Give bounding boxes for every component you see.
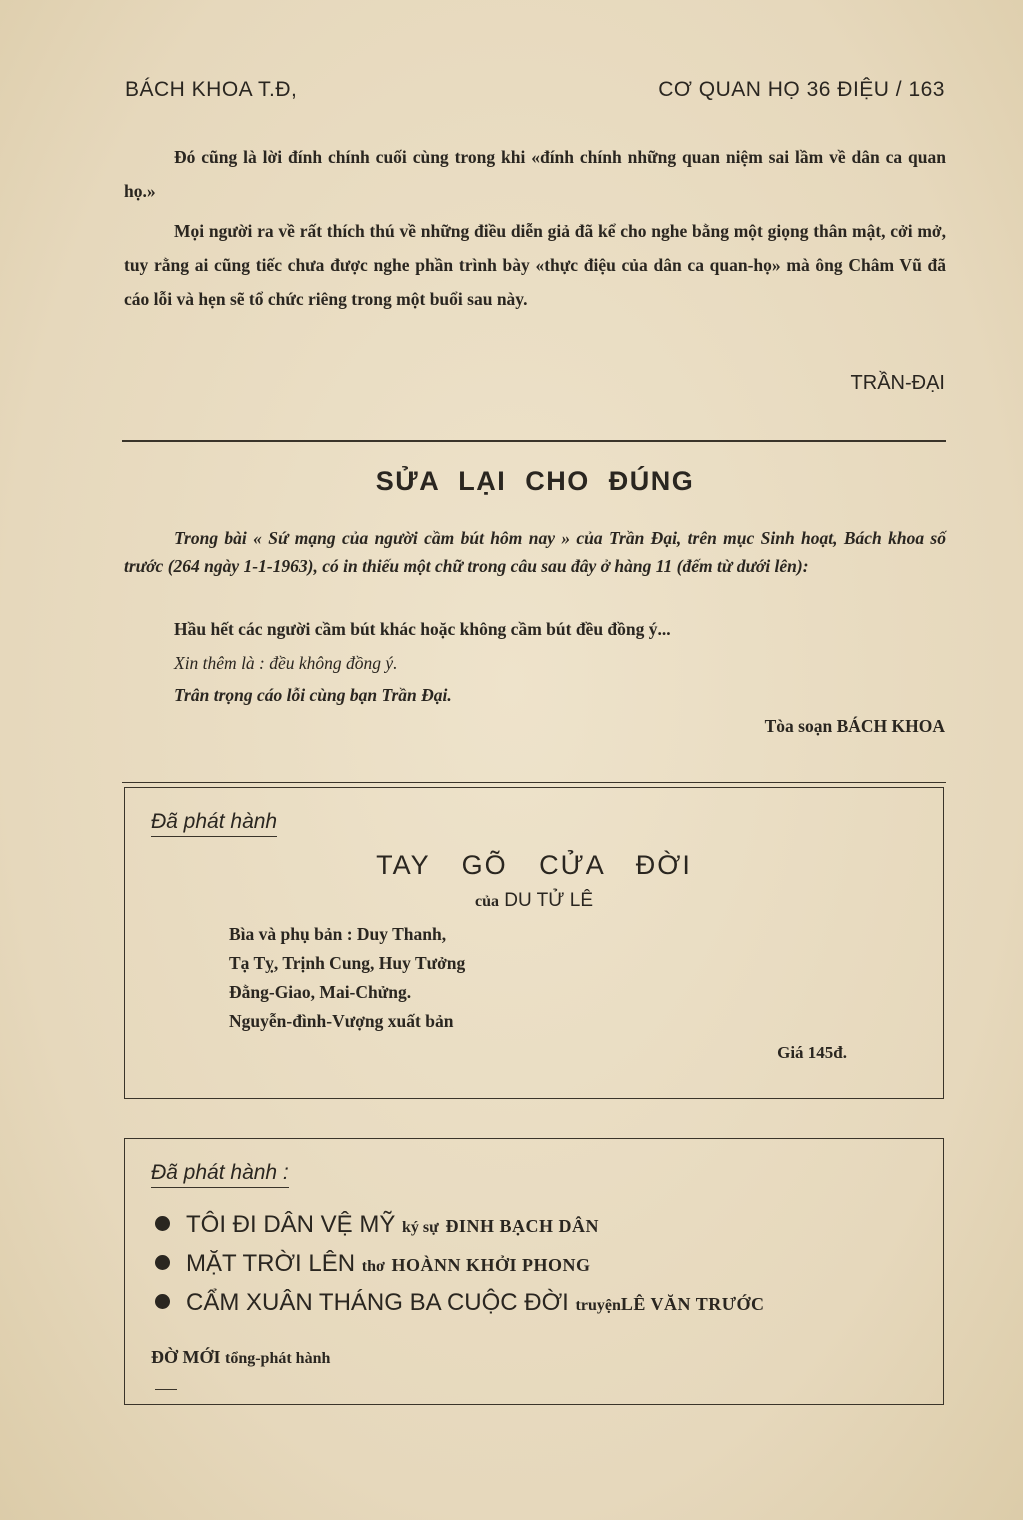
correction-quote: Hầu hết các người cầm bút khác hoặc không cầm bút đều đồng ý... — [174, 619, 671, 639]
bullet-icon — [155, 1294, 170, 1309]
release-title: CẨM XUÂN THÁNG BA CUỘC ĐỜI — [186, 1289, 569, 1316]
correction-addition: Xin thêm là : đều không đồng ý. — [174, 653, 398, 673]
credit-line: Tạ Tỵ, Trịnh Cung, Huy Tưởng — [229, 953, 466, 973]
release-title: TÔI ĐI DÂN VỆ MỸ — [186, 1211, 396, 1238]
correction-title: SỬA LẠI CHO ĐÚNG — [375, 466, 695, 496]
book-author: DU TỬ LÊ — [504, 890, 593, 911]
correction-apology: Trân trọng cáo lỗi cùng bạn Trần Đại. — [174, 685, 452, 705]
header-magazine-name: BÁCH KHOA T.Đ, — [125, 78, 298, 101]
publisher-name: ĐỜ MỚI — [151, 1347, 221, 1367]
bullet-icon — [155, 1255, 170, 1270]
credit-line: Đằng-Giao, Mai-Chửng. — [229, 982, 412, 1002]
ad-released-label: Đã phát hành — [151, 810, 277, 837]
dash-mark — [155, 1389, 177, 1390]
ad-divider — [122, 782, 946, 783]
release-item — [155, 1244, 935, 1283]
ad-released-label: Đã phát hành : — [151, 1161, 289, 1188]
release-author: HOÀNN KHỞI PHONG — [391, 1255, 591, 1275]
book-credits — [229, 920, 829, 1036]
release-title: MẶT TRỜI LÊN — [186, 1250, 356, 1277]
publisher-line — [151, 1347, 330, 1368]
release-genre: thơ — [361, 1258, 385, 1275]
releases-ad-box — [124, 1138, 944, 1405]
release-list — [155, 1205, 935, 1322]
credit-line: Bìa và phụ bản : Duy Thanh, — [229, 924, 447, 944]
book-ad-box — [124, 787, 944, 1099]
release-item — [155, 1283, 935, 1322]
book-title: TAY GÕ CỬA ĐỜI — [376, 850, 692, 880]
release-author: ĐINH BẠCH DÂN — [445, 1216, 599, 1236]
article-signature: TRẦN-ĐẠI — [850, 372, 945, 394]
header-article-title-page-number: CƠ QUAN HỌ 36 ĐIỆU / 163 — [658, 78, 945, 101]
correction-signature: Tòa soạn BÁCH KHOA — [764, 716, 945, 736]
book-author-prefix: của — [474, 893, 499, 910]
release-genre: ký sự — [402, 1219, 439, 1236]
publisher-role: tổng-phát hành — [225, 1350, 331, 1367]
release-author: LÊ VĂN TRƯỚC — [620, 1294, 765, 1314]
bullet-icon — [155, 1216, 170, 1231]
page-header — [125, 78, 945, 108]
book-price: Giá 145đ. — [777, 1043, 847, 1062]
book-author-line — [125, 890, 943, 912]
release-item — [155, 1205, 935, 1244]
article-paragraph-2: Mọi người ra về rất thích thú về những điều diễn giả đã kể cho nghe bằng một giọng thân mật, cởi mở, tuy rằng ai cũng tiếc chưa được nghe phần trình bày «thực điệu của dân ca quan-họ» mà ông Châm Vũ đã cáo lỗi và hẹn sẽ tổ chức riêng trong một buổi sau này. — [124, 221, 946, 309]
section-divider — [122, 440, 946, 442]
correction-intro: Trong bài « Sứ mạng của người cầm bút hôm nay » của Trần Đại, trên mục Sinh hoạt, Bách khoa số trước (264 ngày 1-1-1963), có in thiếu một chữ trong câu sau đây ở hàng 11 (đếm từ dưới lên): — [124, 528, 946, 576]
article-paragraph-1: Đó cũng là lời đính chính cuối cùng trong khi «đính chính những quan niệm sai lầm về dân ca quan họ.» — [124, 147, 946, 201]
credit-line: Nguyễn-đình-Vượng xuất bản — [229, 1011, 454, 1031]
release-genre: truyện — [575, 1297, 621, 1314]
